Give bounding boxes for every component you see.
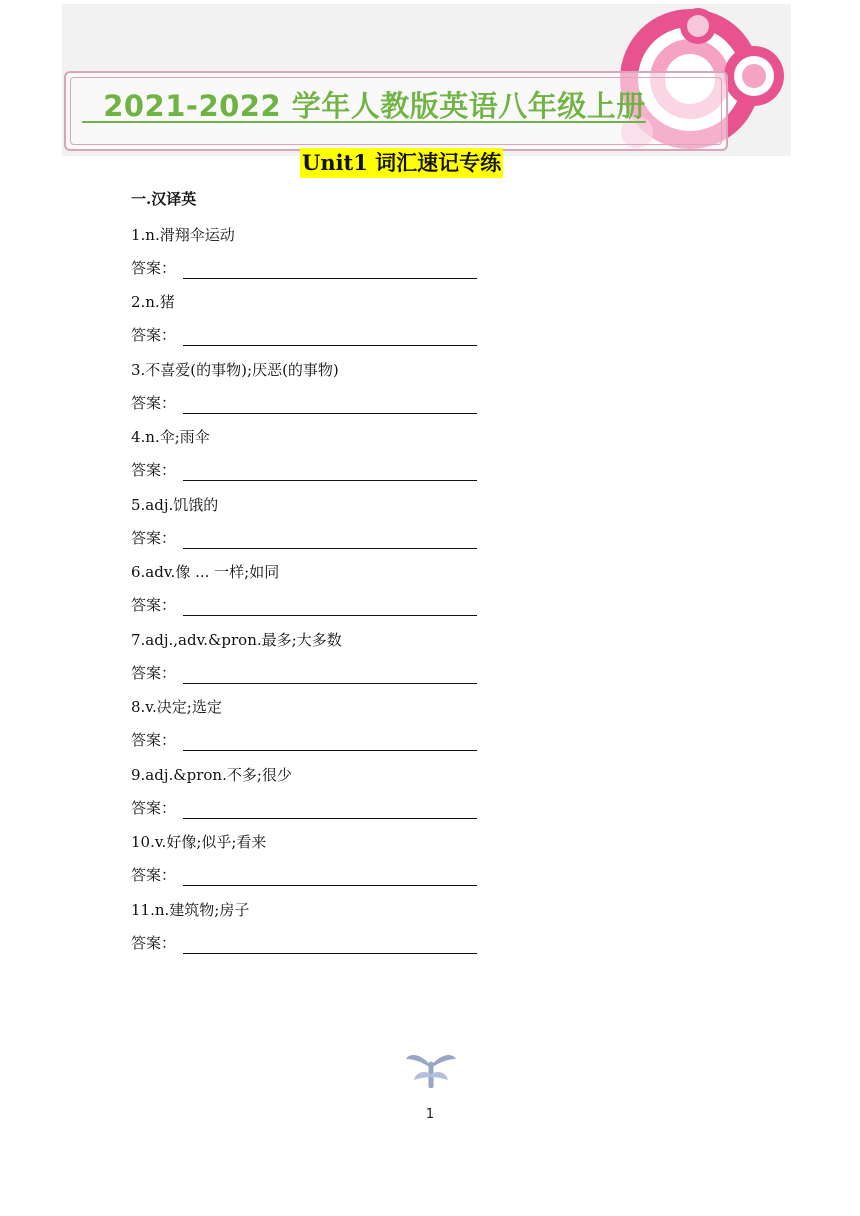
answer-label: 答案：	[131, 394, 177, 412]
answer-label: 答案：	[131, 799, 177, 817]
answer-label: 答案：	[131, 596, 177, 614]
answer-blank[interactable]	[183, 413, 477, 414]
answer-row	[131, 932, 491, 954]
question-item: 9.adj.&pron.不多;很少	[131, 766, 292, 784]
answer-label: 答案：	[131, 529, 177, 547]
question-item: 3.不喜爱(的事物);厌恶(的事物)	[131, 361, 339, 379]
answer-blank[interactable]	[183, 953, 477, 954]
answer-blank[interactable]	[183, 278, 477, 279]
answer-blank[interactable]	[183, 885, 477, 886]
answer-label: 答案：	[131, 664, 177, 682]
question-item: 1.n.滑翔伞运动	[131, 226, 235, 244]
answer-label: 答案：	[131, 461, 177, 479]
answer-row	[131, 729, 491, 751]
answer-row	[131, 594, 491, 616]
answer-blank[interactable]	[183, 548, 477, 549]
question-item: 7.adj.,adv.&pron.最多;大多数	[131, 631, 342, 649]
answer-label: 答案：	[131, 866, 177, 884]
answer-blank[interactable]	[183, 615, 477, 616]
answer-row	[131, 459, 491, 481]
unit-subtitle: Unit1 词汇速记专练	[300, 148, 503, 178]
answer-blank[interactable]	[183, 750, 477, 751]
answer-row	[131, 392, 491, 414]
page-title: 2021-2022 学年人教版英语八年级上册	[82, 89, 646, 123]
answer-row	[131, 257, 491, 279]
question-item: 4.n.伞;雨伞	[131, 428, 210, 446]
answer-blank[interactable]	[183, 818, 477, 819]
answer-label: 答案：	[131, 259, 177, 277]
section-heading: 一.汉译英	[131, 190, 197, 208]
question-item: 6.adv.像 ... 一样;如同	[131, 563, 280, 581]
footer-sprout-icon	[404, 1050, 458, 1088]
answer-row	[131, 324, 491, 346]
page-number: 1	[425, 1107, 435, 1122]
question-item: 2.n.猪	[131, 293, 175, 311]
answer-row	[131, 864, 491, 886]
answer-label: 答案：	[131, 326, 177, 344]
question-item: 10.v.好像;似乎;看来	[131, 833, 267, 851]
question-item: 8.v.决定;选定	[131, 698, 222, 716]
answer-blank[interactable]	[183, 345, 477, 346]
answer-blank[interactable]	[183, 480, 477, 481]
answer-label: 答案：	[131, 934, 177, 952]
question-item: 11.n.建筑物;房子	[131, 901, 250, 919]
answer-label: 答案：	[131, 731, 177, 749]
answer-row	[131, 527, 491, 549]
answer-row	[131, 797, 491, 819]
answer-row	[131, 662, 491, 684]
question-item: 5.adj.饥饿的	[131, 496, 219, 514]
answer-blank[interactable]	[183, 683, 477, 684]
